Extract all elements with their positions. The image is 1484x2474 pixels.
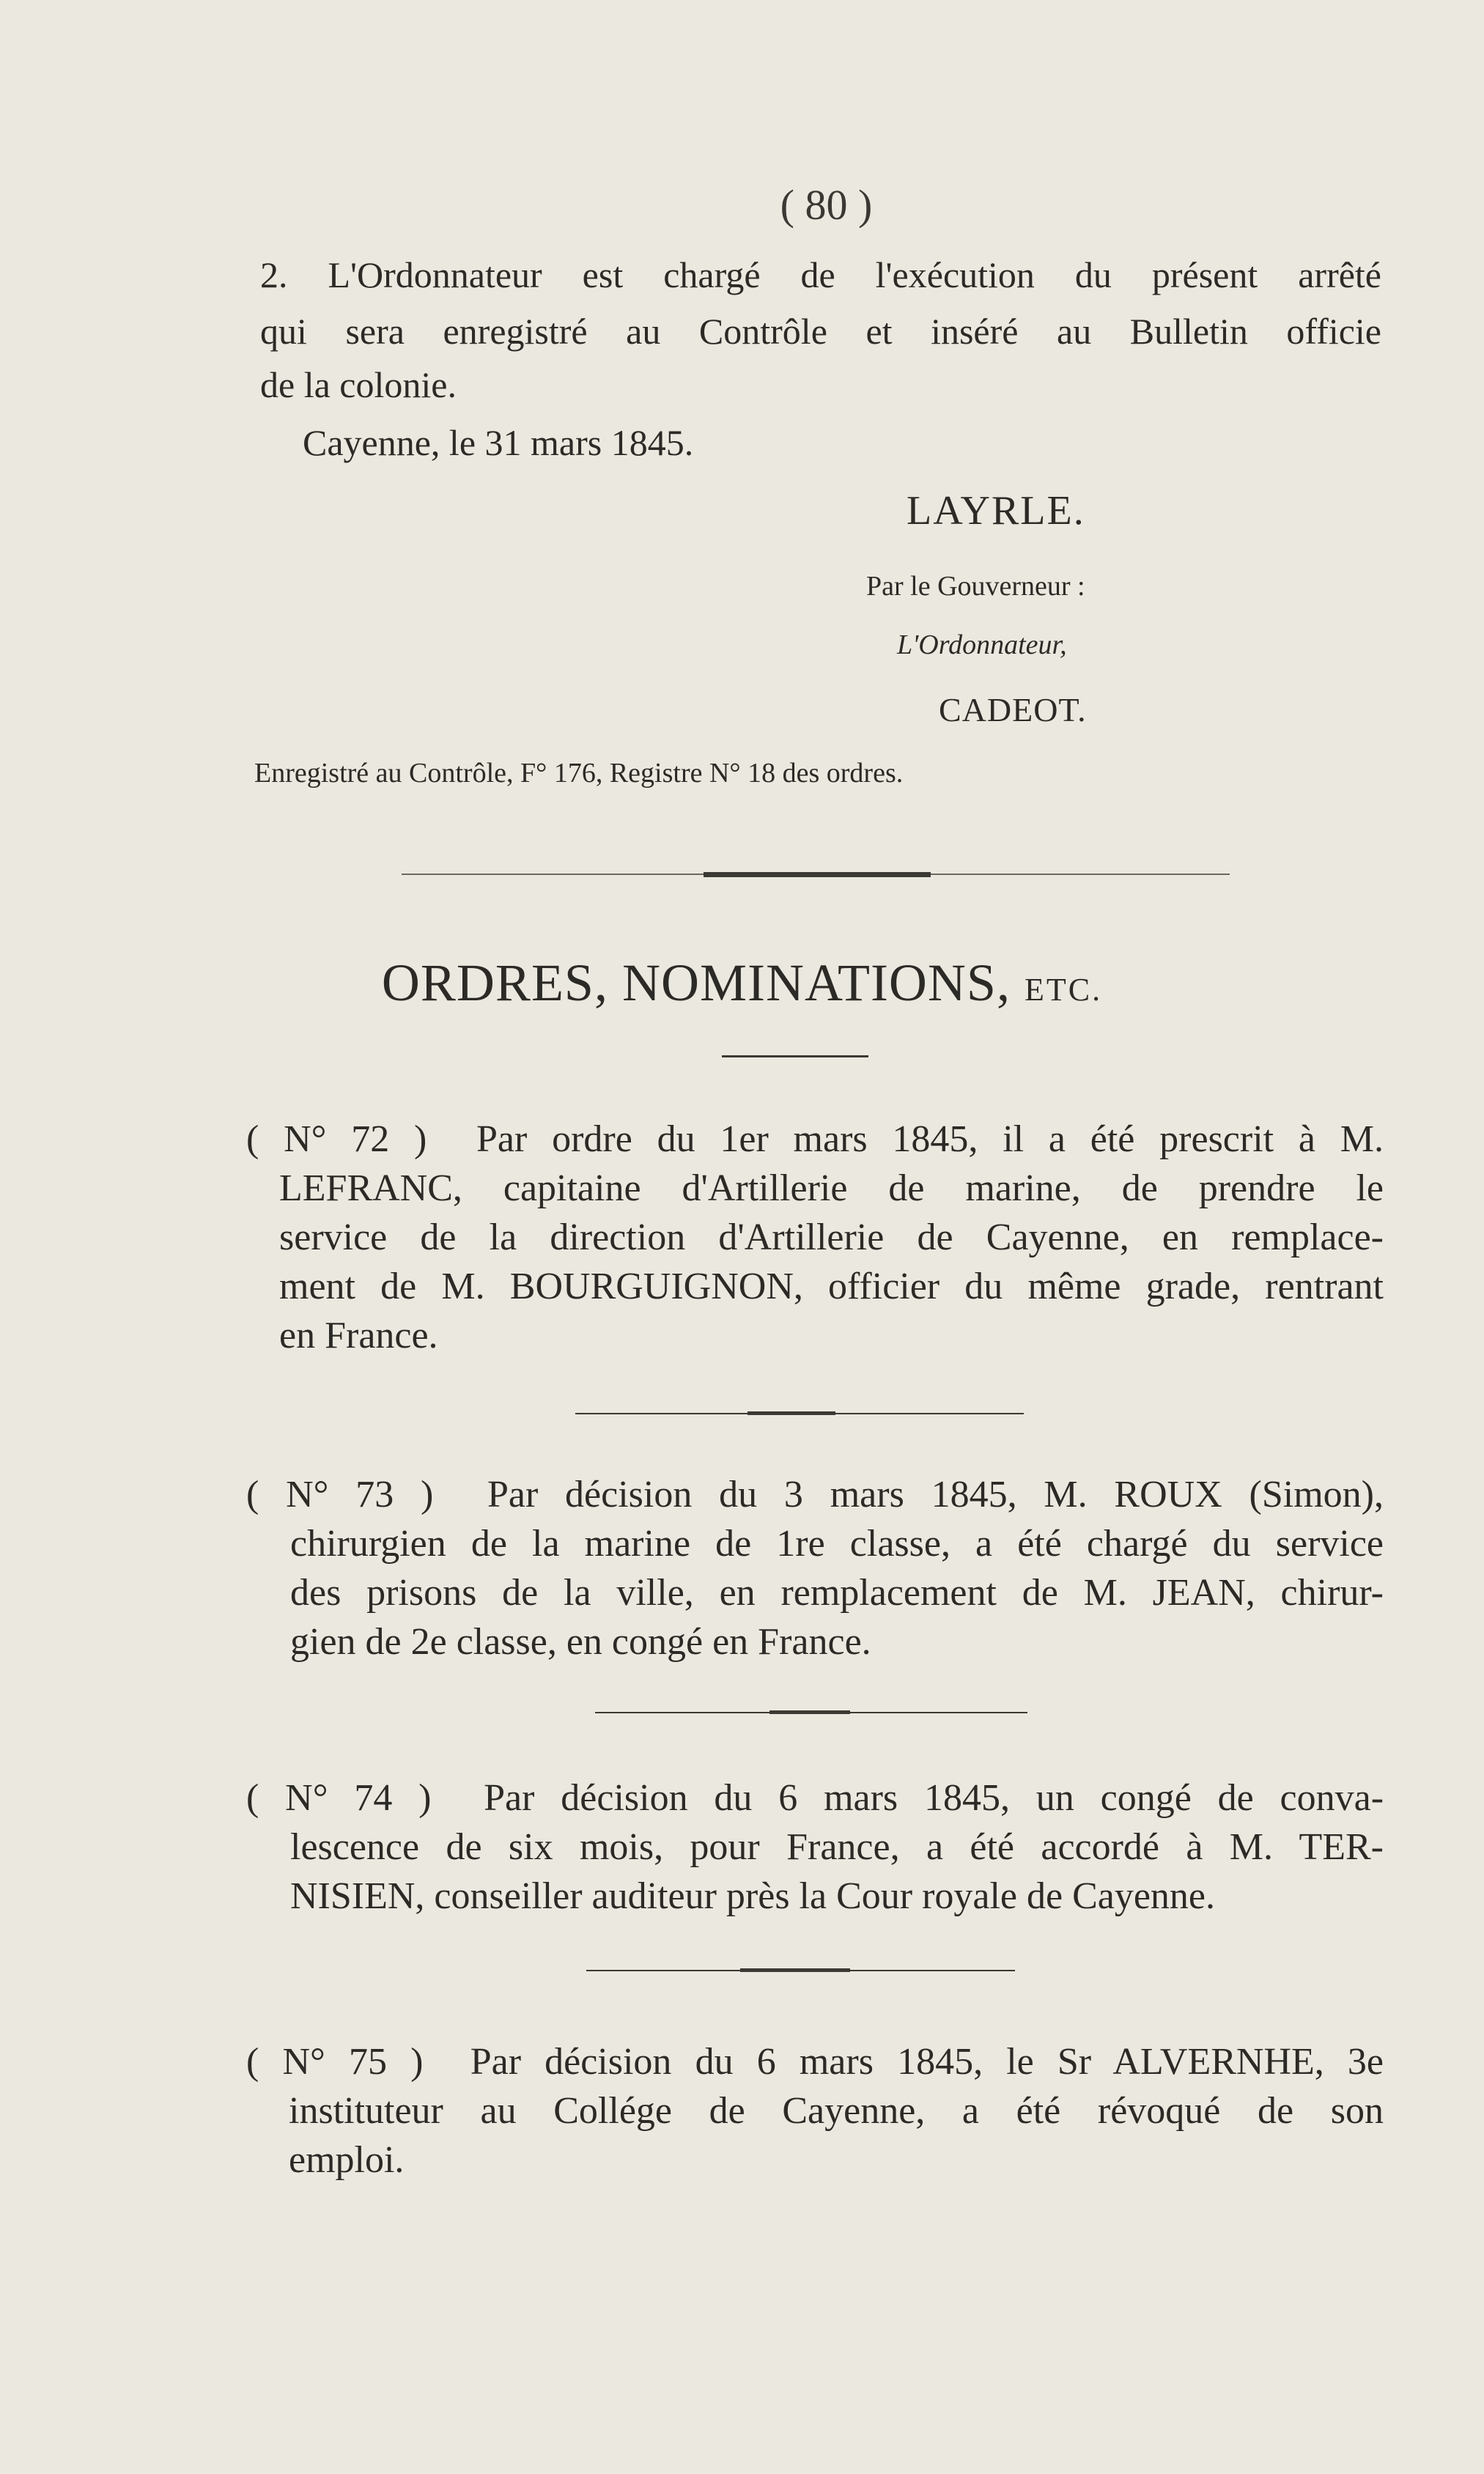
entry-line: instituteur au Collége de Cayenne, a été révoqué de son [289, 2090, 1384, 2132]
entry-line: NISIEN, conseiller auditeur près la Cour royale de Cayenne. [290, 1875, 1216, 1917]
entry-line: chirurgien de la marine de 1re classe, a été chargé du service [290, 1523, 1384, 1565]
page-number: ( 80 ) [780, 181, 873, 229]
signature-by: Par le Gouverneur : [866, 571, 1085, 602]
paragraph-line: 2. L'Ordonnateur est chargé de l'exécution du présent arrêté [260, 254, 1381, 295]
entry-73 [246, 1470, 1384, 1666]
entry-line: gien de 2e classe, en congé en France. [290, 1621, 871, 1663]
short-rule [722, 1055, 868, 1057]
divider-ornament [704, 872, 931, 877]
registration-note: Enregistré au Contrôle, F° 176, Registre N° 18 des ordres. [254, 758, 904, 789]
entry-number: ( N° 72 ) [246, 1118, 427, 1160]
entry-number: ( N° 74 ) [246, 1777, 432, 1819]
entry-separator-mark [747, 1411, 835, 1415]
entry-line: ment de M. BOURGUIGNON, officier du même grade, rentrant [279, 1266, 1384, 1307]
entry-line: des prisons de la ville, en remplacement de M. JEAN, chirur- [290, 1572, 1384, 1614]
entry-line: service de la direction d'Artillerie de Cayenne, en remplace- [279, 1216, 1384, 1258]
entry-line: lescence de six mois, pour France, a été accordé à M. TER- [290, 1826, 1384, 1868]
section-heading-suffix: ETC. [1024, 972, 1103, 1008]
signature-role: L'Ordonnateur, [897, 629, 1067, 660]
entry-number: ( N° 75 ) [246, 2041, 424, 2083]
entry-line: ( N° 72 ) Par ordre du 1er mars 1845, il a été prescrit à M. [246, 1118, 1384, 1160]
paragraph-line: qui sera enregistré au Contrôle et inséré au Bulletin officie [260, 311, 1381, 352]
date-line: Cayenne, le 31 mars 1845. [303, 422, 694, 463]
paragraph-line: de la colonie. [260, 364, 457, 405]
entry-line: ( N° 74 ) Par décision du 6 mars 1845, un congé de conva- [246, 1777, 1384, 1819]
entry-separator-mark [769, 1710, 850, 1714]
entry-line: ( N° 75 ) Par décision du 6 mars 1845, le Sr ALVERNHE, 3e [246, 2041, 1384, 2083]
section-heading [0, 953, 1484, 1013]
entry-line: ( N° 73 ) Par décision du 3 mars 1845, M. ROUX (Simon), [246, 1474, 1384, 1515]
entry-number: ( N° 73 ) [246, 1474, 434, 1515]
section-heading-main: ORDRES, NOMINATIONS, [381, 953, 1011, 1012]
signatory-name: LAYRLE. [907, 488, 1085, 533]
entry-line: LEFRANC, capitaine d'Artillerie de marine, de prendre le [279, 1167, 1384, 1209]
entry-75 [246, 2037, 1384, 2185]
entry-line: emploi. [289, 2139, 405, 2181]
signature-officer: CADEOT. [939, 691, 1087, 728]
entry-72 [246, 1115, 1384, 1360]
entry-line: en France. [279, 1315, 438, 1356]
entry-separator-mark [740, 1968, 850, 1972]
entry-74 [246, 1773, 1384, 1921]
